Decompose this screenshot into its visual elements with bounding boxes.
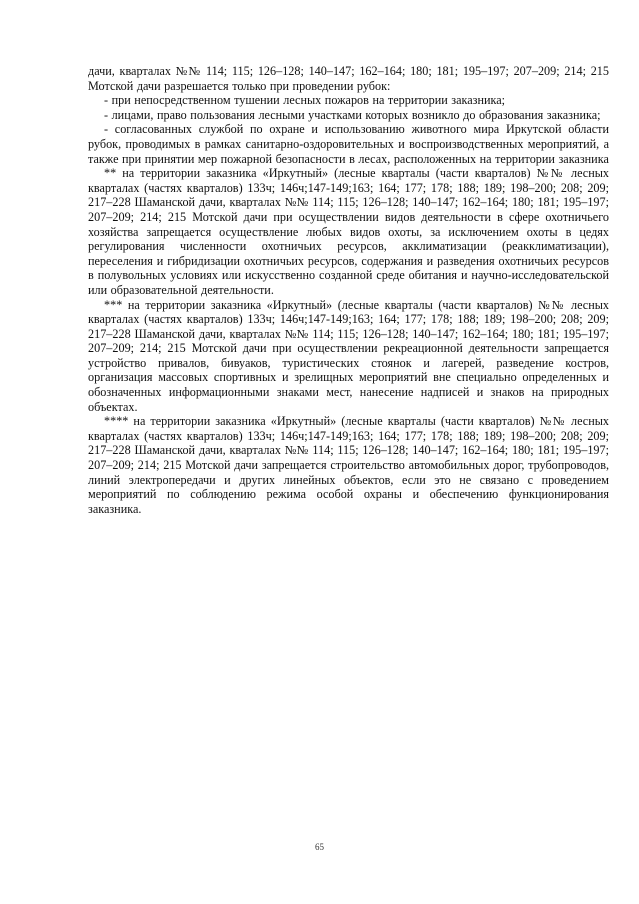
paragraph-recreation-restrictions: *** на территории заказника «Иркутный» (лесные кварталы (части кварталов) №№ лесных кварталах (частях кварталов) 133ч; 146ч;147-149;163; 164; 177; 178; 188; 189; 198–200; 208; 209; 217–228 Шаманской дачи, кварталах №№ 114; 115; 126–128; 140–147; 162–164; 180; 181; 195–197; 207–209; 214; 215 Мотской дачи при осуществлении рекреационной деятельности запрещается устройство привалов, бивуаков, туристических стоянок и лагерей, разведение костров, организация массовых спортивных и зрелищных мероприятий вне специально определенных и обозначенных информационными знаками мест, нанесение надписей и знаков на природных объектах. bbox=[88, 297, 609, 414]
document-body bbox=[88, 64, 609, 516]
paragraph-construction-restrictions: **** на территории заказника «Иркутный» (лесные кварталы (части кварталов) №№ лесных кварталах (частях кварталов) 133ч; 146ч;147-149;163; 164; 177; 178; 188; 189; 198–200; 208; 209; 217–228 Шаманской дачи, кварталах №№ 114; 115; 126–128; 140–147; 162–164; 180; 181; 195–197; 207–209; 214; 215 Мотской дачи запрещается строительство автомобильных дорог, трубопроводов, линий электропередачи и других линейных объектов, если это не связано с проведением мероприятий по соблюдению режима особой охраны и обеспечению функционирования заказника. bbox=[88, 414, 609, 516]
list-item-fire-fighting: - при непосредственном тушении лесных пожаров на территории заказника; bbox=[104, 93, 506, 108]
paragraph-hunting-restrictions: ** на территории заказника «Иркутный» (лесные кварталы (части кварталов) №№ лесных кварталах (частях кварталов) 133ч; 146ч;147-149;163; 164; 177; 178; 188; 189; 198–200; 208; 209; 217–228 Шаманской дачи, кварталах №№ 114; 115; 126–128; 140–147; 162–164; 180; 181; 195–197; 207–209; 214; 215 Мотской дачи при осуществлении видов деятельности в сфере охотничьего хозяйства запрещается осуществление любых видов охоты, за исключением охоты в цедях регулирования численности охотничьих ресурсов, акклиматизации (реакклиматизации), переселения и гибридизации охотничьих ресурсов, содержания и разведения охотничьих ресурсов в полувольных условиях или искусственно созданной среде обитания и научно-исследовательской или образовательной деятельности. bbox=[88, 166, 609, 297]
page-number: 65 bbox=[315, 842, 324, 852]
list-item-agreed-logging: - согласованных службой по охране и использованию животного мира Иркутской области рубок, проводимых в рамках санитарно-оздоровительных и воспроизводственных мероприятий, а также при принятии мер пожарной безопасности в лесах, расположенных на территории заказника bbox=[88, 122, 609, 166]
paragraph-continuation: дачи, кварталах №№ 114; 115; 126–128; 140–147; 162–164; 180; 181; 195–197; 207–209; 214; 215 Мотской дачи разрешается только при проведении рубок: bbox=[88, 64, 609, 93]
list-item-land-use-rights: - лицами, право пользования лесными участками которых возникло до образования заказника; bbox=[104, 107, 601, 122]
